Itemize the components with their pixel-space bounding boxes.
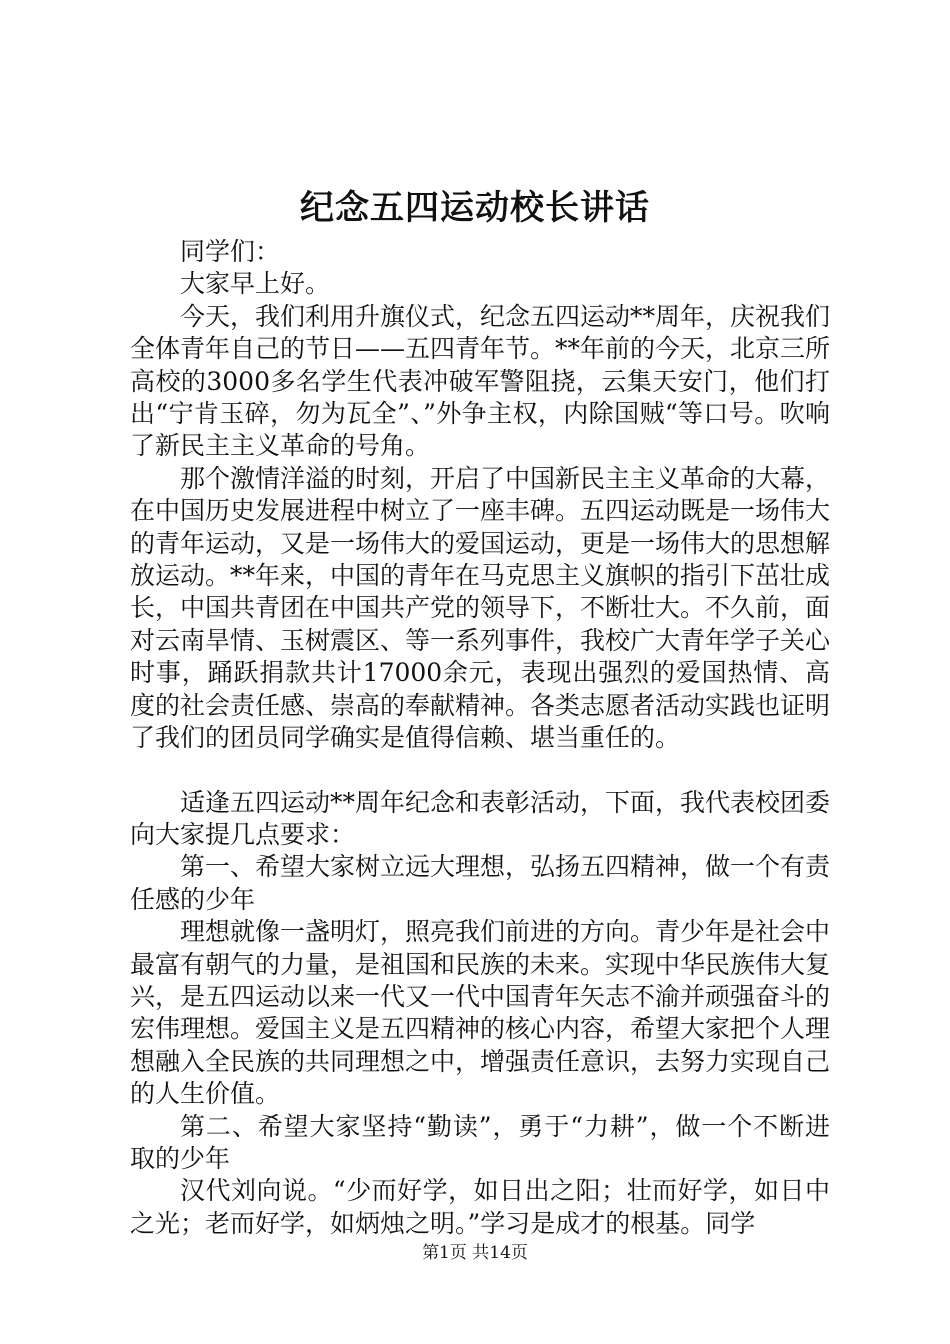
- paragraph-greeting: 同学们：: [180, 237, 281, 266]
- paragraph-point-two-heading: 第二、希望大家坚持“勤读”，勇于“力耕”，做一个不断进取的少年: [130, 1111, 830, 1173]
- document-title: 纪念五四运动校长讲话: [300, 188, 650, 228]
- paragraph-point-two-body: 汉代刘向说。“少而好学，如日出之阳；壮而好学，如日中之光；老而好学，如炳烛之明。”学习是成才的根基。同学: [130, 1176, 830, 1238]
- paragraph-intro: 今天，我们利用升旗仪式，纪念五四运动**周年，庆祝我们全体青年自己的节日——五四青年节。**年前的今天，北京三所高校的3000多名学生代表冲破军警阻挠，云集天安门，他们打出“宁肯玉碎，勿为瓦全”、”外争主权，内除国贼“等口号。吹响了新民主主义革命的号角。: [130, 301, 831, 461]
- page-footer: 第1页 共14页: [422, 1243, 528, 1263]
- paragraph-spacer: [130, 755, 830, 787]
- paragraph-history: 那个激情洋溢的时刻，开启了中国新民主主义革命的大幕，在中国历史发展进程中树立了一座丰碑。五四运动既是一场伟大的青年运动，又是一场伟大的爱国运动，更是一场伟大的思想解放运动。**年来，中国的青年在马克思主义旗帜的指引下茁壮成长，中国共青团在中国共产党的领导下，不断壮大。不久前，面对云南旱情、玉树震区、等一系列事件，我校广大青年学子关心时事，踊跃捐款共计17000余元，表现出强烈的爱国热情、高度的社会责任感、崇高的奉献精神。各类志愿者活动实践也证明了我们的团员同学确实是值得信赖、堪当重任的。: [130, 463, 831, 753]
- paragraph-good-morning: 大家早上好。: [180, 269, 331, 299]
- document-body: [130, 236, 830, 1240]
- paragraph-requirements-intro: 适逢五四运动**周年纪念和表彰活动，下面，我代表校团委向大家提几点要求：: [130, 787, 831, 849]
- paragraph-point-one-heading: 第一、希望大家树立远大理想，弘扬五四精神，做一个有责任感的少年: [130, 852, 831, 914]
- paragraph-point-one-body: 理想就像一盏明灯，照亮我们前进的方向。青少年是社会中最富有朝气的力量，是祖国和民族的未来。实现中华民族伟大复兴，是五四运动以来一代又一代中国青年矢志不渝并顽强奋斗的宏伟理想。爱国主义是五四精神的核心内容，希望大家把个人理想融入全民族的共同理想之中，增强责任意识，去努力实现自己的人生价值。: [130, 917, 831, 1109]
